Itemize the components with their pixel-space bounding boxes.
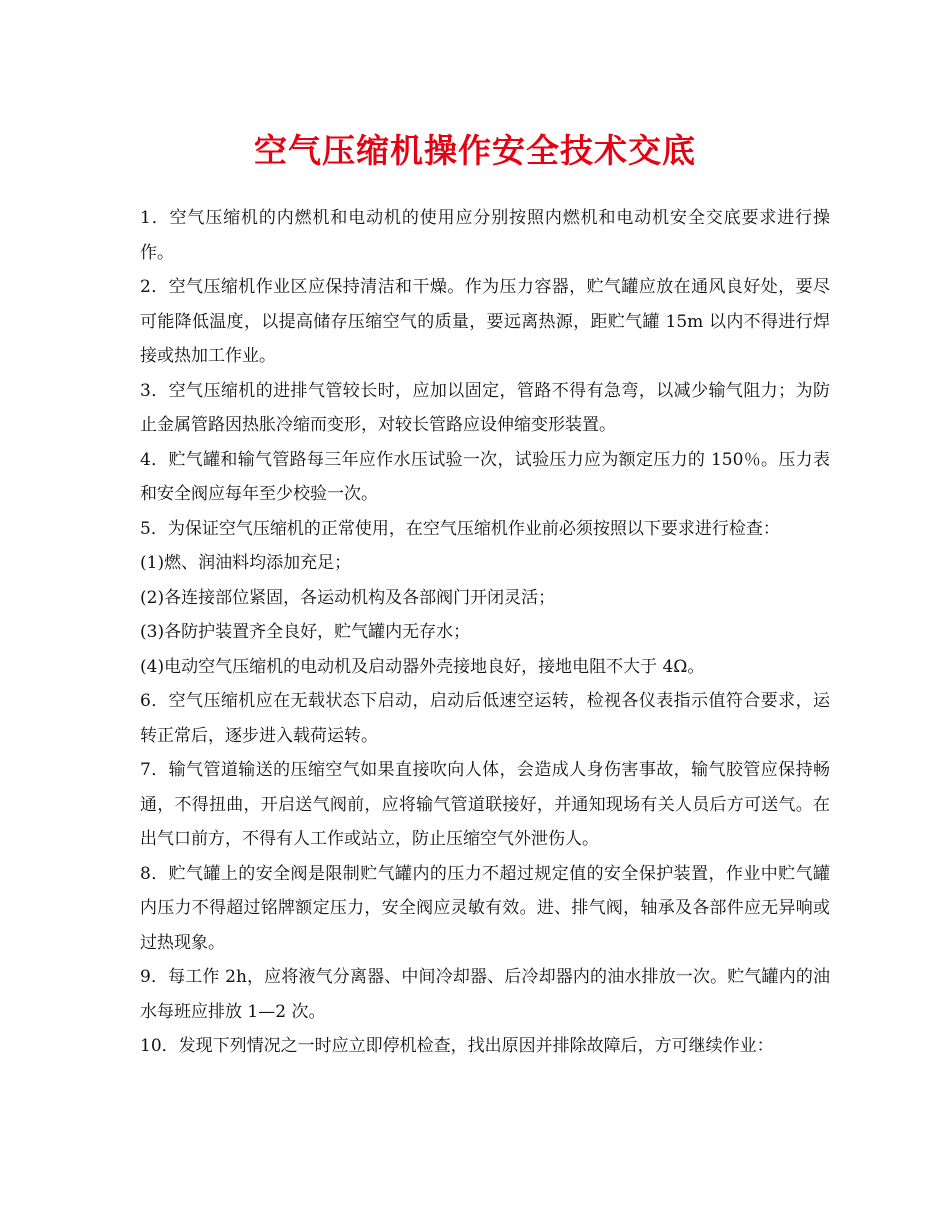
paragraph-3: 3．空气压缩机的进排气管较长时，应加以固定，管路不得有急弯，以减少输气阻力；为防止金属管路因热胀冷缩而变形，对较长管路应设伸缩变形装置。 bbox=[140, 380, 830, 435]
paragraph-5: 5．为保证空气压缩机的正常使用，在空气压缩机作业前必须按照以下要求进行检查： bbox=[140, 518, 780, 539]
paragraph-2: 2．空气压缩机作业区应保持清洁和干燥。作为压力容器，贮气罐应放在通风良好处，要尽可能降低温度，以提高储存压缩空气的质量，要远离热源，距贮气罐 15m 以内不得进行焊接或热加工作业。 bbox=[140, 277, 830, 366]
paragraph-9: 9．每工作 2h，应将液气分离器、中间冷却器、后冷却器内的油水排放一次。贮气罐内的油水每班应排放 1—2 次。 bbox=[140, 967, 830, 1022]
list-item-5-1: (1)燃、润油料均添加充足； bbox=[140, 553, 352, 573]
list-item-5-3: (3)各防护装置齐全良好，贮气罐内无存水； bbox=[140, 622, 471, 642]
document-body bbox=[140, 201, 830, 1064]
paragraph-8: 8．贮气罐上的安全阀是限制贮气罐内的压力不超过规定值的安全保护装置，作业中贮气罐内压力不得超过铭牌额定压力，安全阀应灵敏有效。进、排气阀，轴承及各部件应无异响或过热现象。 bbox=[140, 863, 830, 953]
paragraph-1: 1．空气压缩机的内燃机和电动机的使用应分别按照内燃机和电动机安全交底要求进行操作。 bbox=[140, 208, 830, 263]
document-title: 空气压缩机操作安全技术交底 bbox=[254, 131, 696, 170]
paragraph-4: 4．贮气罐和输气管路每三年应作水压试验一次，试验压力应为额定压力的 150％。压力表和安全阀应每年至少校验一次。 bbox=[140, 449, 830, 504]
list-item-5-4: (4)电动空气压缩机的电动机及启动器外壳接地良好，接地电阻不大于 4Ω。 bbox=[140, 656, 705, 677]
list-item-5-2: (2)各连接部位紧固，各运动机构及各部阀门开闭灵活； bbox=[140, 587, 556, 608]
paragraph-7: 7．输气管道输送的压缩空气如果直接吹向人体，会造成人身伤害事故，输气胶管应保持畅通，不得扭曲，开启送气阀前，应将输气管道联接好，并通知现场有关人员后方可送气。在出气口前方，不得有人工作或站立，防止压缩空气外泄伤人。 bbox=[140, 760, 830, 849]
paragraph-10: 10．发现下列情况之一时应立即停机检查，找出原因并排除故障后，方可继续作业： bbox=[140, 1036, 774, 1056]
paragraph-6: 6．空气压缩机应在无载状态下启动，启动后低速空运转，检视各仪表指示值符合要求，运转正常后，逐步进入载荷运转。 bbox=[140, 691, 830, 746]
